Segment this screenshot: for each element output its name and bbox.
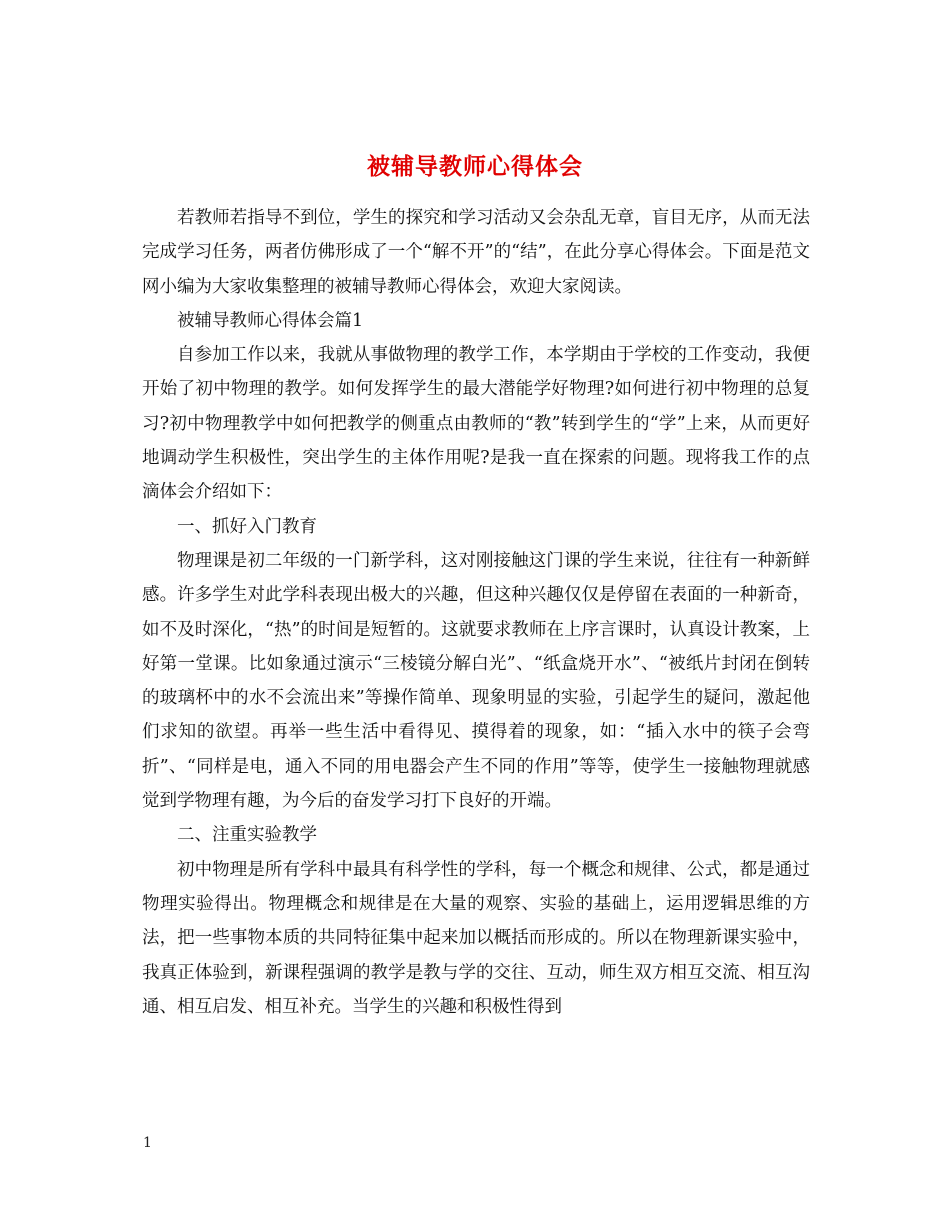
intro-paragraph: 若教师若指导不到位，学生的探究和学习活动又会杂乱无章，盲目无序，从而无法完成学习任务，两者仿佛形成了一个“解不开”的“结”，在此分享心得体会。下面是范文网小编为大家收集整理的被辅导教师心得体会，欢迎大家阅读。 bbox=[142, 208, 810, 297]
document-body bbox=[142, 201, 810, 1024]
body-paragraph: 初中物理是所有学科中最具有科学性的学科，每一个概念和规律、公式，都是通过物理实验得出。物理概念和规律是在大量的观察、实验的基础上，运用逻辑思维的方法，把一些事物本质的共同特征集中起来加以概括而形成的。所以在物理新课实验中，我真正体验到，新课程强调的教学是教与学的交往、互动，师生双方相互交流、相互沟通、相互启发、相互补充。当学生的兴趣和积极性得到 bbox=[142, 859, 810, 1017]
section-heading-1: 一、抓好入门教育 bbox=[177, 516, 317, 537]
section-heading-2: 二、注重实验教学 bbox=[177, 825, 317, 846]
document-title: 被辅导教师心得体会 bbox=[367, 153, 583, 181]
section-heading-part1: 被辅导教师心得体会篇1 bbox=[177, 310, 364, 331]
page-number: 1 bbox=[143, 1135, 152, 1151]
body-paragraph: 自参加工作以来，我就从事做物理的教学工作，本学期由于学校的工作变动，我便开始了初中物理的教学。如何发挥学生的最大潜能学好物理?如何进行初中物理的总复习?初中物理教学中如何把教学的侧重点由教师的“教”转到学生的“学”上来，从而更好地调动学生积极性，突出学生的主体作用呢?是我一直在探索的问题。现将我工作的点滴体会介绍如下： bbox=[142, 345, 810, 503]
body-paragraph: 物理课是初二年级的一门新学科，这对刚接触这门课的学生来说，往往有一种新鲜感。许多学生对此学科表现出极大的兴趣，但这种兴趣仅仅是停留在表面的一种新奇，如不及时深化，“热”的时间是短暂的。这就要求教师在上序言课时，认真设计教案，上好第一堂课。比如象通过演示“三棱镜分解白光”、“纸盒烧开水”、“被纸片封闭在倒转的玻璃杯中的水不会流出来”等操作简单、现象明显的实验，引起学生的疑问，激起他们求知的欲望。再举一些生活中看得见、摸得着的现象，如：“插入水中的筷子会弯折”、“同样是电，通入不同的用电器会产生不同的作用”等等，使学生一接触物理就感觉到学物理有趣，为今后的奋发学习打下良好的开端。 bbox=[142, 550, 810, 812]
